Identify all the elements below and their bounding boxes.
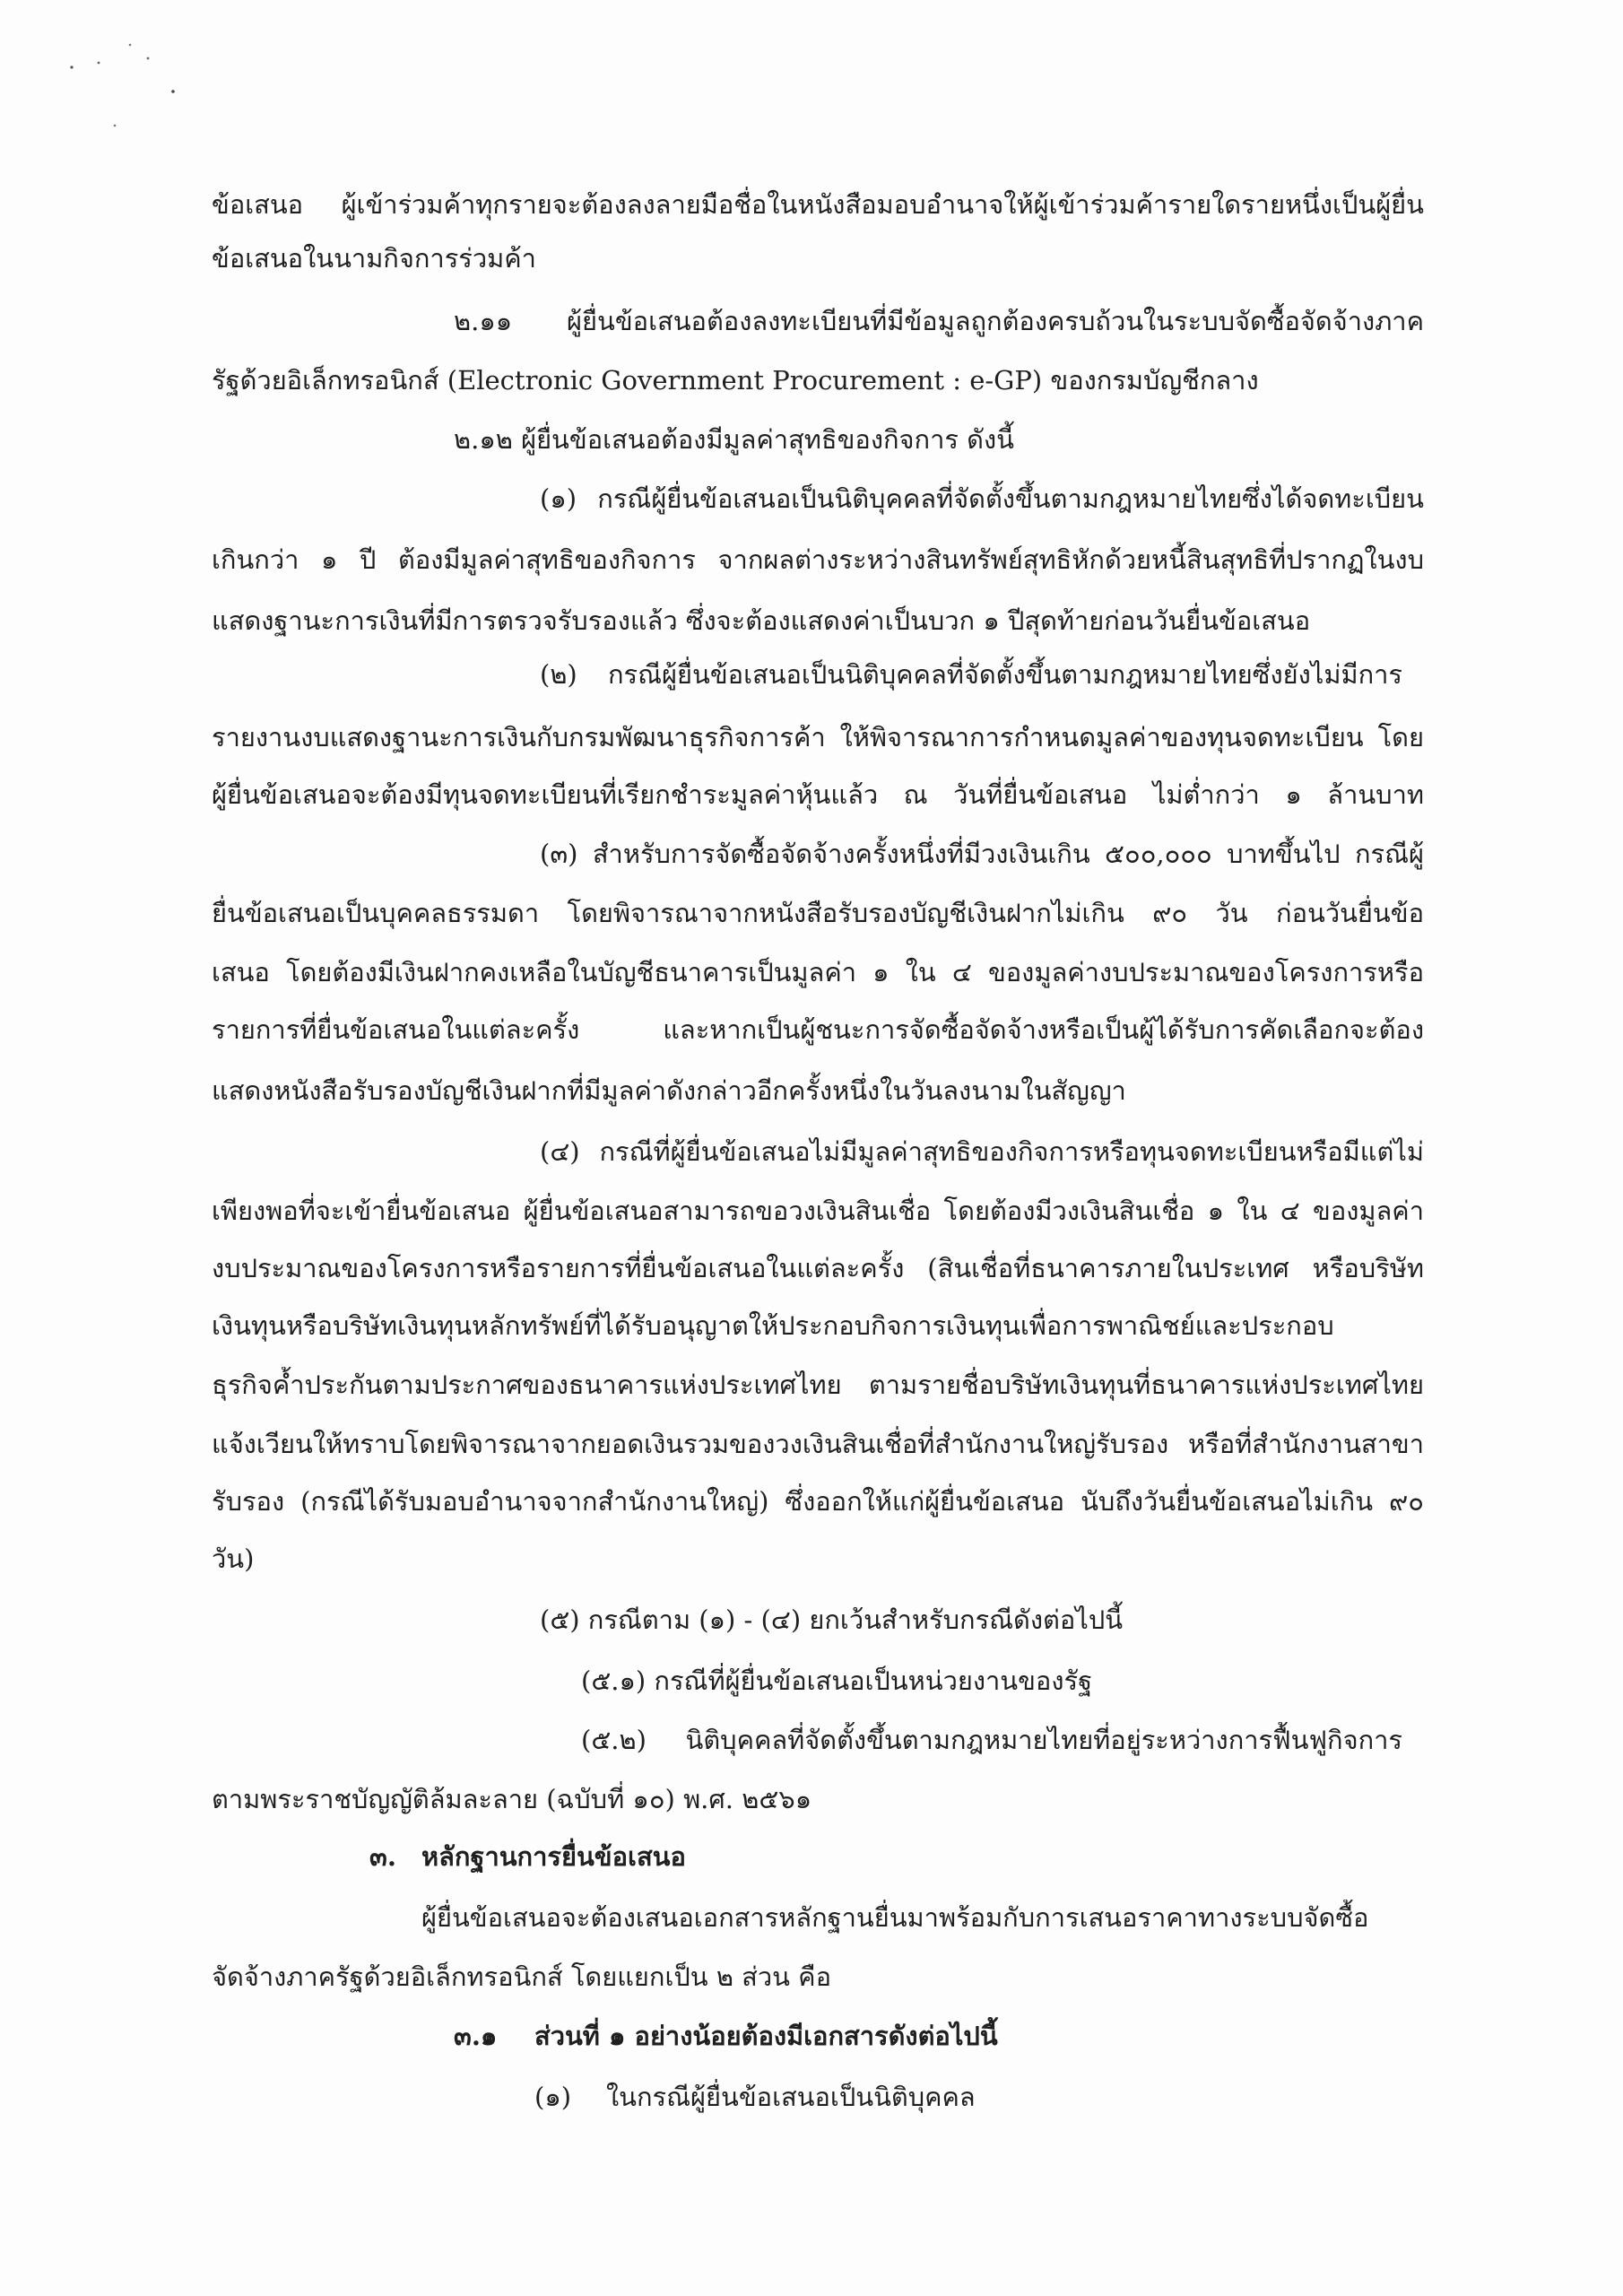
item-4-line-7: รับรอง (กรณีได้รับมอบอำนาจจากสำนักงานใหญ่) ซึ่งออกให้แก่ผู้ยื่นข้อเสนอ นับถึงวันยื่นข้อเสนอไม่เกิน ๙๐ <box>212 1486 1424 1517</box>
item-3-line-4: รายการที่ยื่นข้อเสนอในแต่ละครั้ง และหากเป็นผู้ชนะการจัดซื้อจัดจ้างหรือเป็นผู้ได้รับการคัดเลือกจะต้อง <box>212 1014 1424 1045</box>
para-2-10-line-1: ข้อเสนอ ผู้เข้าร่วมค้าทุกรายจะต้องลงลายมือชื่อในหนังสือมอบอำนาจให้ผู้เข้าร่วมค้ารายใดรายหนึ่งเป็นผู้ยื่น <box>212 189 1424 220</box>
item-3-line-2: ยื่นข้อเสนอเป็นบุคคลธรรมดา โดยพิจารณาจากหนังสือรับรองบัญชีเงินฝากไม่เกิน ๙๐ วัน ก่อนวันยื่นข้อ <box>212 898 1424 928</box>
item-4-line-5: ธุรกิจค้ำประกันตามประกาศของธนาคารแห่งประเทศไทย ตามรายชื่อบริษัทเงินทุนที่ธนาคารแห่งประเทศไทย <box>212 1370 1424 1400</box>
item-4-line-8: วัน) <box>212 1544 255 1574</box>
section-3-1-title: ส่วนที่ ๑ อย่างน้อยต้องมีเอกสารดังต่อไปนี้ <box>534 2021 998 2051</box>
section-3-1-number: ๓.๑ <box>454 2021 498 2051</box>
section-3-1-item-1-number: (๑) <box>534 2082 572 2112</box>
item-5-2-line-1: (๕.๒) นิติบุคคลที่จัดตั้งขึ้นตามกฎหมายไทยที่อยู่ระหว่างการฟื้นฟูกิจการ <box>581 1725 1402 1755</box>
item-2-line-3: ผู้ยื่นข้อเสนอจะต้องมีทุนจดทะเบียนที่เรียกชำระมูลค่าหุ้นแล้ว ณ วันที่ยื่นข้อเสนอ ไม่ต่ำกว่า ๑ ล้านบาท <box>212 779 1424 810</box>
section-3-1-item-1-text: ในกรณีผู้ยื่นข้อเสนอเป็นนิติบุคคล <box>606 2082 976 2112</box>
para-2-11-line-2: รัฐด้วยอิเล็กทรอนิกส์ (Electronic Government Procurement : e-GP) ของกรมบัญชีกลาง <box>212 365 1259 396</box>
item-3-line-3: เสนอ โดยต้องมีเงินฝากคงเหลือในบัญชีธนาคารเป็นมูลค่า ๑ ใน ๔ ของมูลค่างบประมาณของโครงการหรือ <box>212 957 1424 987</box>
item-4-line-4: เงินทุนหรือบริษัทเงินทุนหลักทรัพย์ที่ได้รับอนุญาตให้ประกอบกิจการเงินทุนเพื่อการพาณิชย์และประกอบ <box>212 1310 1334 1341</box>
item-4-line-1: (๔) กรณีที่ผู้ยื่นข้อเสนอไม่มีมูลค่าสุทธิของกิจการหรือทุนจดทะเบียนหรือมีแต่ไม่ <box>540 1136 1424 1167</box>
item-4-line-2: เพียงพอที่จะเข้ายื่นข้อเสนอ ผู้ยื่นข้อเสนอสามารถขอวงเงินสินเชื่อ โดยต้องมีวงเงินสินเชื่อ ๑ ใน ๔ ของมูลค่า <box>212 1196 1424 1226</box>
item-5-heading: (๕) กรณีตาม (๑) - (๔) ยกเว้นสำหรับกรณีดังต่อไปนี้ <box>540 1605 1124 1635</box>
item-5-2-line-2: ตามพระราชบัญญัติล้มละลาย (ฉบับที่ ๑๐) พ.ศ. ๒๕๖๑ <box>212 1784 812 1814</box>
section-3-para-line-1: ผู้ยื่นข้อเสนอจะต้องเสนอเอกสารหลักฐานยื่นมาพร้อมกับการเสนอราคาทางระบบจัดซื้อ <box>421 1902 1369 1933</box>
item-4-line-6: แจ้งเวียนให้ทราบโดยพิจารณาจากยอดเงินรวมของวงเงินสินเชื่อที่สำนักงานใหญ่รับรอง หรือที่สำนักงานสาขา <box>212 1429 1424 1459</box>
para-2-11-line-1: ๒.๑๑ ผู้ยื่นข้อเสนอต้องลงทะเบียนที่มีข้อมูลถูกต้องครบถ้วนในระบบจัดซื้อจัดจ้างภาค <box>454 306 1424 336</box>
item-3-line-5: แสดงหนังสือรับรองบัญชีเงินฝากที่มีมูลค่าดังกล่าวอีกครั้งหนึ่งในวันลงนามในสัญญา <box>212 1075 1126 1106</box>
para-2-10-line-2: ข้อเสนอในนามกิจการร่วมค้า <box>212 243 536 274</box>
item-2-line-1: (๒) กรณีผู้ยื่นข้อเสนอเป็นนิติบุคคลที่จัดตั้งขึ้นตามกฎหมายไทยซึ่งยังไม่มีการ <box>540 659 1402 690</box>
para-2-12-heading: ๒.๑๒ ผู้ยื่นข้อเสนอต้องมีมูลค่าสุทธิของกิจการ ดังนี้ <box>454 424 1015 455</box>
item-2-line-2: รายงานงบแสดงฐานะการเงินกับกรมพัฒนาธุรกิจการค้า ให้พิจารณาการกำหนดมูลค่าของทุนจดทะเบียน โดย <box>212 722 1424 752</box>
item-1-line-1: (๑) กรณีผู้ยื่นข้อเสนอเป็นนิติบุคคลที่จัดตั้งขึ้นตามกฎหมายไทยซึ่งได้จดทะเบียน <box>540 483 1424 514</box>
item-4-line-3: งบประมาณของโครงการหรือรายการที่ยื่นข้อเสนอในแต่ละครั้ง (สินเชื่อที่ธนาคารภายในประเทศ หรือบริษัท <box>212 1253 1424 1283</box>
item-1-line-2: เกินกว่า ๑ ปี ต้องมีมูลค่าสุทธิของกิจการ จากผลต่างระหว่างสินทรัพย์สุทธิหักด้วยหนี้สินสุทธิที่ปรากฏในงบ <box>212 544 1424 575</box>
section-3-number: ๓. <box>369 1841 396 1872</box>
scan-specks <box>54 27 215 144</box>
item-1-line-3: แสดงฐานะการเงินที่มีการตรวจรับรองแล้ว ซึ่งจะต้องแสดงค่าเป็นบวก ๑ ปีสุดท้ายก่อนวันยื่นข้อเสนอ <box>212 605 1311 636</box>
item-5-1: (๕.๑) กรณีที่ผู้ยื่นข้อเสนอเป็นหน่วยงานของรัฐ <box>581 1665 1093 1696</box>
section-3-title: หลักฐานการยื่นข้อเสนอ <box>421 1841 686 1872</box>
section-3-para-line-2: จัดจ้างภาครัฐด้วยอิเล็กทรอนิกส์ โดยแยกเป็น ๒ ส่วน คือ <box>212 1961 832 1992</box>
item-3-line-1: (๓) สำหรับการจัดซื้อจัดจ้างครั้งหนึ่งที่มีวงเงินเกิน ๕๐๐,๐๐๐ บาทขึ้นไป กรณีผู้ <box>540 839 1424 869</box>
